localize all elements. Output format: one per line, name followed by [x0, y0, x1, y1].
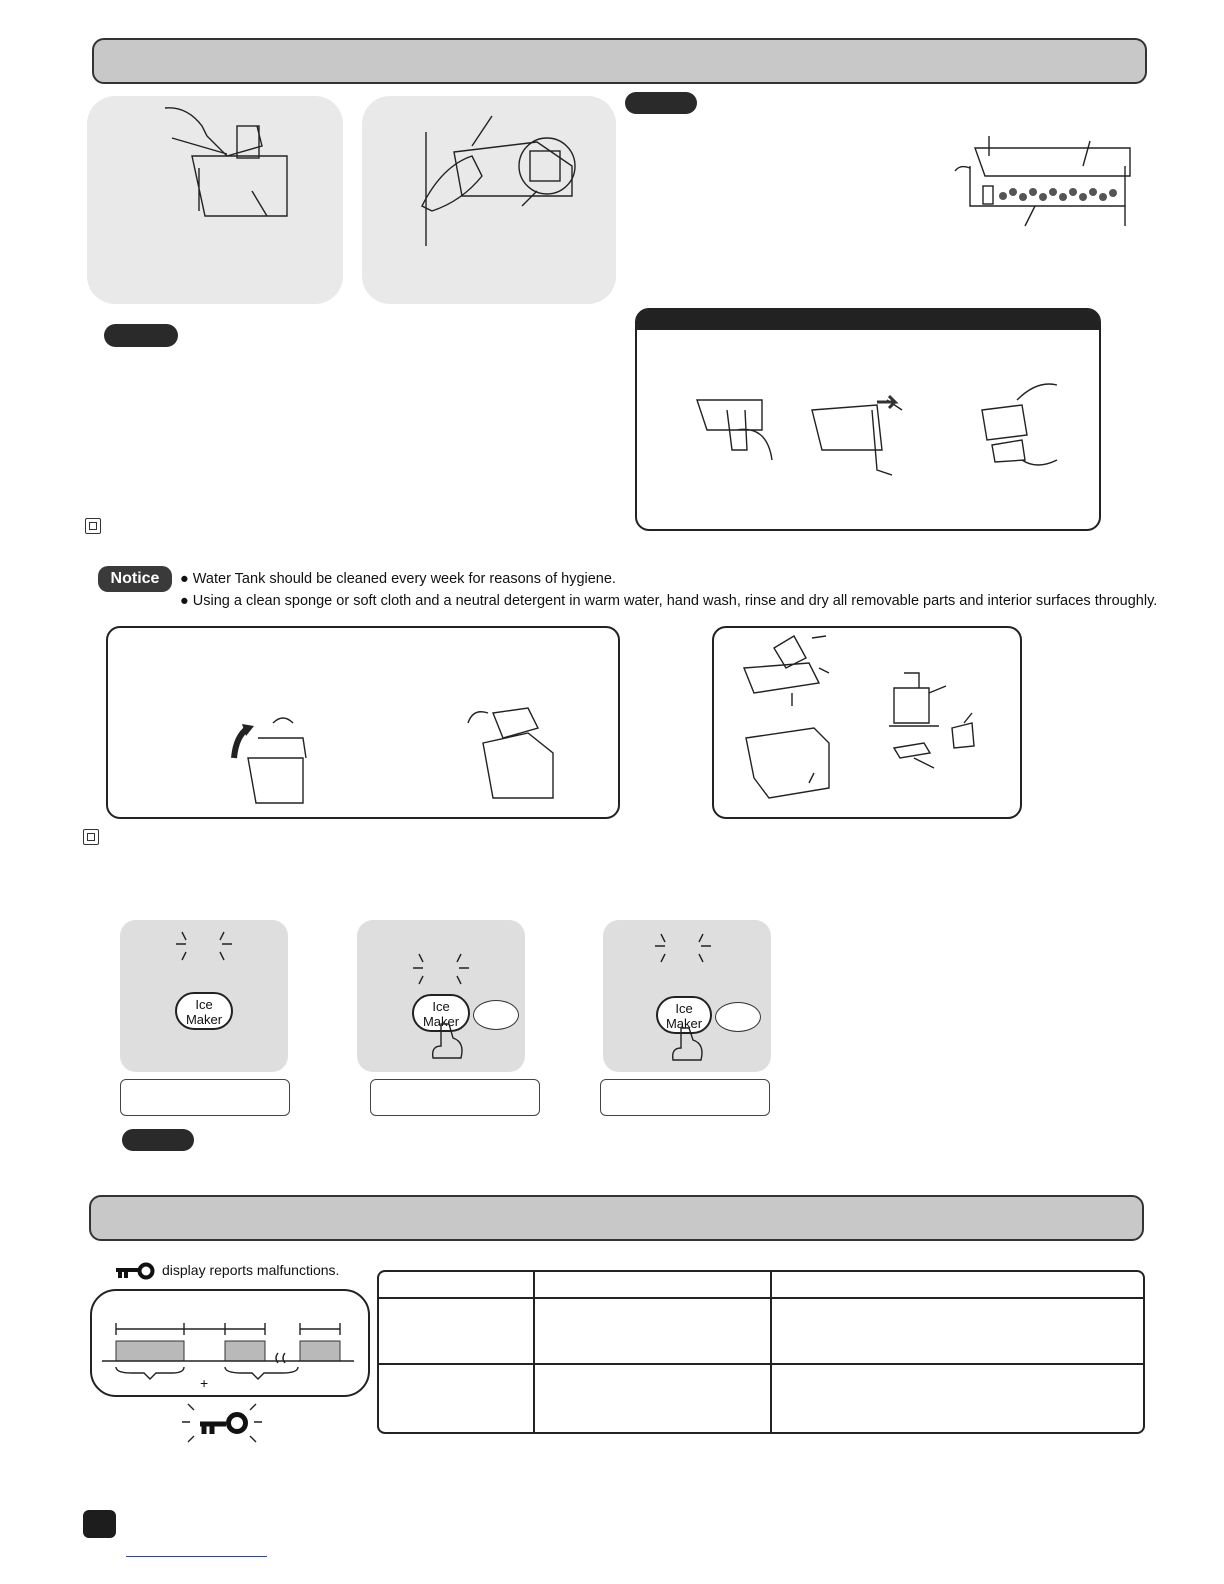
- label-pill-note-3: [122, 1129, 194, 1151]
- ice-maker-label-line1: Ice: [195, 997, 213, 1012]
- key-icon-blinking: [180, 1400, 270, 1444]
- malfunction-timing-diagram: [90, 1289, 370, 1397]
- checkbox-icon: [85, 518, 101, 534]
- timing-plus-sign: +: [200, 1375, 209, 1391]
- ice-maker-tile-2: [357, 920, 525, 1072]
- tank-removal-box: [106, 626, 620, 819]
- ice-maker-label-line1: Ice: [675, 1001, 693, 1016]
- tile-caption-box-2: [370, 1079, 540, 1116]
- section-header-banner-top: [92, 38, 1147, 84]
- ice-maker-label-line2: Maker: [665, 1016, 703, 1031]
- key-icon: [116, 1262, 156, 1280]
- tank-removal-illustration: [108, 628, 618, 817]
- ice-maker-label-line2: Maker: [185, 1012, 223, 1027]
- water-tank-illustration: [87, 96, 343, 304]
- filter-cleaning-box: [635, 308, 1101, 531]
- filter-steps-illustration: [637, 310, 1099, 529]
- ice-maker-tile-3: [603, 920, 771, 1072]
- label-pill-note-2: [104, 324, 178, 347]
- table-grid: [379, 1272, 1143, 1432]
- label-pill-note-1: [625, 92, 697, 114]
- timing-chart: [92, 1291, 368, 1395]
- notice-line-2: ● Using a clean sponge or soft cloth and a neutral detergent in warm water, hand wash, rinse and dry all removable parts and interior surfaces throughly.: [180, 593, 1158, 609]
- section-header-banner-bottom: [89, 1195, 1144, 1241]
- tile-caption-box-1: [120, 1079, 290, 1116]
- removable-parts-illustration: [714, 628, 1020, 817]
- page-number-tab: [83, 1510, 116, 1538]
- footer-link-underline: [126, 1556, 267, 1557]
- notice-badge: Notice: [98, 566, 172, 592]
- pointing-hand-icon: [603, 920, 771, 1072]
- pointing-hand-icon: [357, 920, 525, 1072]
- malfunction-table: [377, 1270, 1145, 1434]
- malfunction-description: display reports malfunctions.: [162, 1262, 340, 1278]
- notice-line-1: ● Water Tank should be cleaned every week for reasons of hygiene.: [180, 571, 616, 587]
- ice-maker-label-line2: Maker: [422, 1014, 460, 1029]
- ice-maker-tile-1: [120, 920, 288, 1072]
- tile-caption-box-3: [600, 1079, 770, 1116]
- ice-maker-button[interactable]: [175, 992, 233, 1030]
- ice-bin-diagram: [955, 136, 1135, 231]
- illustration-panel-tank-insert: [362, 96, 616, 304]
- illustration-panel-water-tank-fill: [87, 96, 343, 304]
- ice-maker-label-line1: Ice: [432, 999, 450, 1014]
- removable-parts-box: [712, 626, 1022, 819]
- checkbox-icon: [83, 829, 99, 845]
- tank-insert-illustration: [362, 96, 616, 304]
